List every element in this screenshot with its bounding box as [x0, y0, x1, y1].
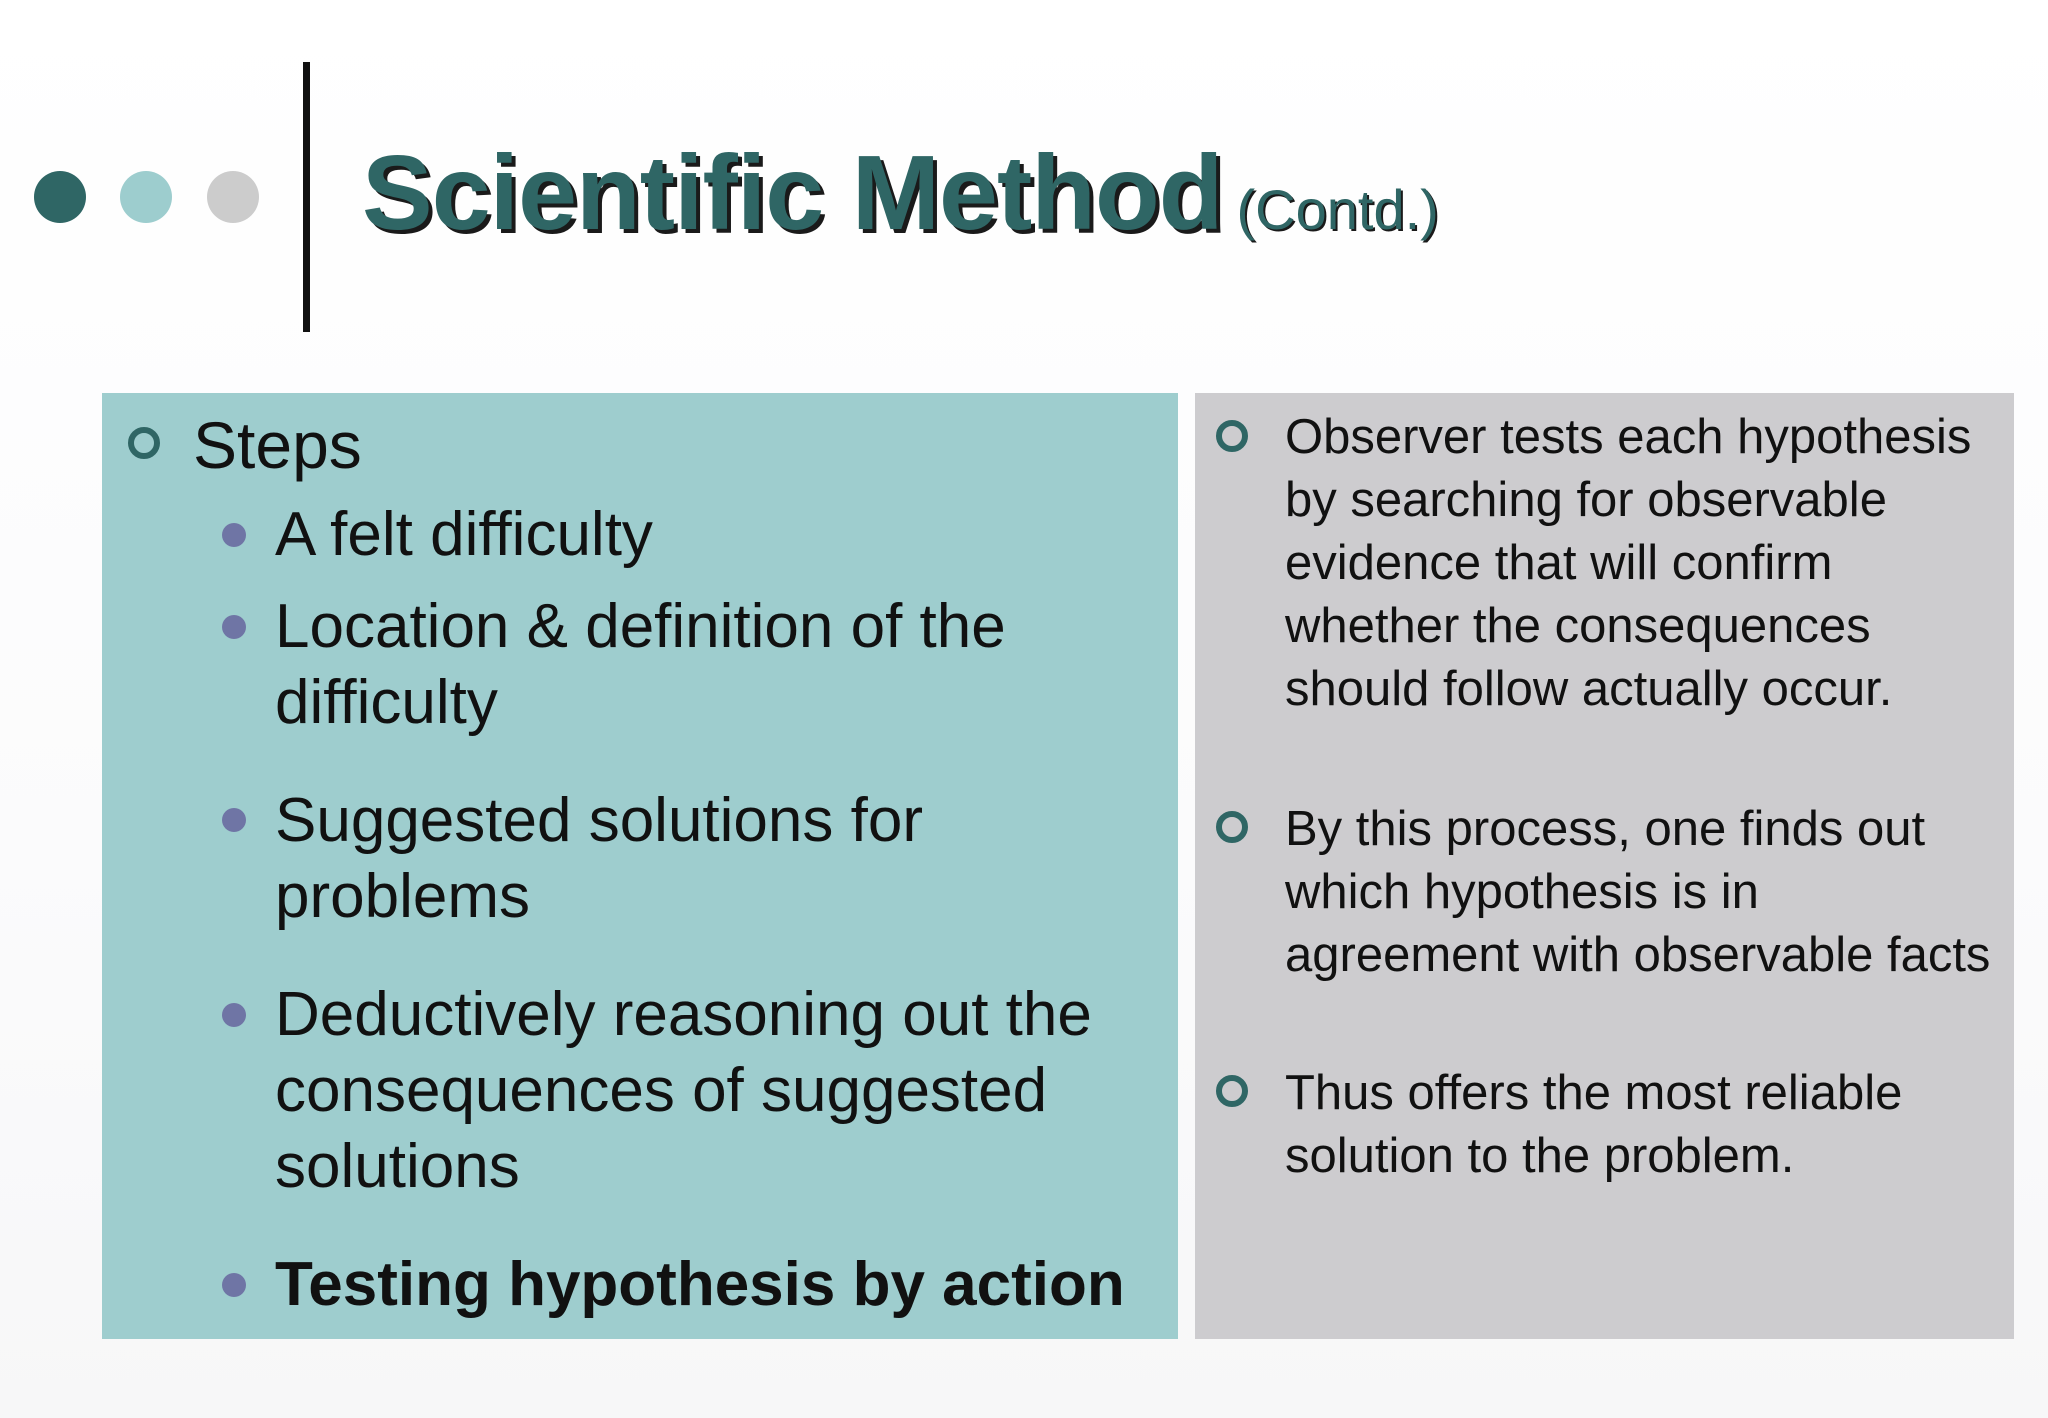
bullet-icon: [222, 1003, 246, 1027]
explanation-item: By this process, one finds out which hypothesis is in agreement with observable facts: [1285, 802, 1991, 982]
step-item: Deductively reasoning out the consequences of suggested solutions: [275, 980, 1092, 1201]
explanation-item: Thus offers the most reliable solution to the problem.: [1285, 1066, 1903, 1183]
ring-bullet-icon: [1216, 811, 1248, 843]
explanation-item: Observer tests each hypothesis by searching for observable evidence that will confirm whether the consequences should follow actually occur.: [1285, 410, 1972, 716]
bullet-icon: [222, 615, 246, 639]
ring-bullet-icon: [1216, 420, 1248, 452]
decorative-dot-grey: [207, 171, 259, 223]
step-item: Suggested solutions for problems: [275, 786, 923, 931]
bullet-icon: [222, 1273, 246, 1297]
slide-title: [362, 134, 1439, 252]
step-item: A felt difficulty: [275, 500, 653, 569]
slide-title-suffix: (Contd.): [1236, 178, 1439, 241]
bullet-icon: [222, 523, 246, 547]
ring-bullet-icon: [128, 427, 160, 459]
steps-heading: Steps: [193, 408, 362, 482]
decorative-dot-dark: [34, 171, 86, 223]
decorative-dot-light: [120, 171, 172, 223]
left-panel: [102, 393, 1178, 1339]
title-divider: [303, 62, 310, 332]
slide-title-text: Scientific Method: [362, 134, 1223, 252]
bullet-icon: [222, 808, 246, 832]
step-item: Location & definition of the difficulty: [275, 592, 1006, 737]
step-item-emphasis: Testing hypothesis by action: [275, 1250, 1125, 1319]
ring-bullet-icon: [1216, 1075, 1248, 1107]
right-panel: [1195, 393, 2014, 1339]
